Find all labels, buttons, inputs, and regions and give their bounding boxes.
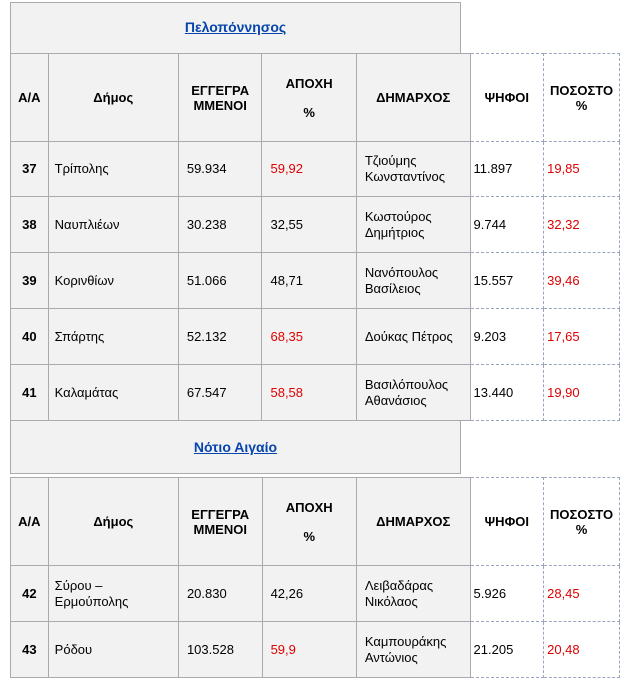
header-apoxi (262, 478, 356, 566)
header-apoxi-label: ΑΠΟΧΗ (285, 75, 333, 91)
cell-dimarxos (356, 197, 470, 253)
cell-eggegramenoi-text: 52.132 (186, 328, 227, 344)
cell-dimarxos-text: Τζιούμης Κωνσταντίνος (364, 153, 445, 184)
cell-pososto (544, 566, 620, 622)
cell-dimos (48, 365, 178, 421)
cell-aa (11, 197, 49, 253)
cell-pososto (544, 309, 620, 365)
cell-dimarxos-text: Λειβαδάρας Νικόλαος (364, 577, 434, 609)
table-row (11, 309, 620, 365)
cell-pososto-text: 39,46 (547, 272, 580, 288)
cell-psifoi-text: 9.203 (473, 328, 507, 344)
cell-aa-text: 38 (22, 216, 37, 232)
cell-aa (11, 142, 49, 197)
cell-psifoi (470, 142, 544, 197)
table-body-peloponnisos (11, 142, 620, 421)
cell-eggegramenoi-text: 51.066 (186, 272, 227, 288)
cell-aa-text: 41 (22, 384, 37, 400)
cell-psifoi (470, 197, 544, 253)
header-psifoi: ΨΗΦΟΙ (470, 478, 544, 566)
cell-eggegramenoi (178, 622, 262, 678)
table-row (11, 197, 620, 253)
region-header-notio-aigaio (10, 420, 461, 474)
header-dimarxos: ΔΗΜΑΡΧΟΣ (356, 478, 470, 566)
cell-pososto (544, 197, 620, 253)
cell-pososto (544, 365, 620, 421)
header-pososto-unit: % (575, 521, 588, 537)
cell-apoxi-text: 58,58 (270, 384, 304, 400)
cell-eggegramenoi (178, 142, 262, 197)
cell-eggegramenoi (178, 197, 262, 253)
cell-aa-text: 43 (22, 641, 37, 657)
cell-dimarxos-text: Βασιλόπουλος Αθανάσιος (364, 376, 449, 408)
cell-dimarxos-text: Νανόπουλος Βασίλειος (364, 264, 439, 296)
cell-apoxi (262, 309, 356, 365)
cell-pososto (544, 622, 620, 678)
cell-dimos-text: Κορινθίων (54, 272, 114, 288)
cell-apoxi (262, 566, 356, 622)
cell-aa (11, 622, 49, 678)
cell-dimos-text: Ναυπλιέων (54, 216, 120, 232)
cell-dimarxos (356, 253, 470, 309)
results-table-notio-aigaio (10, 477, 620, 678)
cell-aa-text: 40 (22, 328, 37, 344)
cell-pososto-text: 32,32 (547, 216, 580, 232)
cell-psifoi-text: 5.926 (473, 585, 507, 601)
cell-dimarxos (356, 365, 470, 421)
table-header-row (11, 54, 620, 142)
cell-psifoi-text: 11.897 (473, 161, 513, 176)
cell-apoxi (262, 142, 356, 197)
table-row (11, 365, 620, 421)
table-header-row (11, 478, 620, 566)
cell-psifoi (470, 253, 544, 309)
cell-aa-text: 42 (22, 585, 37, 601)
cell-aa-text: 39 (22, 272, 37, 288)
cell-dimos-text: Ρόδου (54, 641, 93, 657)
header-pososto-label: ΠΟΣΟΣΤΟ (550, 506, 614, 522)
region-header-peloponnisos (10, 2, 461, 54)
cell-pososto (544, 142, 620, 197)
cell-eggegramenoi (178, 566, 262, 622)
cell-dimos-text: Καλαμάτας (54, 384, 119, 400)
cell-dimarxos (356, 142, 470, 197)
cell-apoxi (262, 253, 356, 309)
cell-dimos (48, 622, 178, 678)
cell-apoxi (262, 197, 356, 253)
cell-pososto (544, 253, 620, 309)
cell-dimos (48, 566, 178, 622)
cell-eggegramenoi-text: 67.547 (186, 384, 227, 400)
cell-eggegramenoi-text: 20.830 (186, 585, 227, 601)
header-pososto (544, 54, 620, 142)
header-pososto-label: ΠΟΣΟΣΤΟ (550, 82, 614, 98)
cell-aa-text: 37 (22, 161, 37, 176)
cell-pososto-text: 28,45 (547, 585, 580, 601)
header-dimos: Δήμος (48, 478, 178, 566)
cell-aa (11, 253, 49, 309)
table-row (11, 253, 620, 309)
cell-dimos-text: Σύρου – Ερμούπολης (54, 577, 129, 609)
cell-psifoi-text: 15.557 (473, 272, 514, 288)
header-eggegramenoi: ΕΓΓΕΓΡΑ ΜΜΕΝΟΙ (178, 478, 262, 566)
results-table-peloponnisos (10, 53, 620, 421)
header-eggegramenoi: ΕΓΓΕΓΡΑ ΜΜΕΝΟΙ (178, 54, 262, 142)
cell-psifoi (470, 566, 544, 622)
table-row (11, 622, 620, 678)
cell-dimos-text: Σπάρτης (54, 328, 105, 344)
header-apoxi-label: ΑΠΟΧΗ (285, 499, 333, 515)
cell-dimos (48, 309, 178, 365)
cell-apoxi-text: 42,26 (270, 585, 304, 601)
cell-dimarxos (356, 309, 470, 365)
header-apoxi (262, 54, 356, 142)
cell-aa (11, 365, 49, 421)
cell-eggegramenoi-text: 103.528 (186, 641, 234, 657)
cell-aa (11, 566, 49, 622)
cell-pososto-text: 17,65 (547, 328, 580, 344)
region-link[interactable]: Νότιο Αιγαίο (193, 439, 278, 455)
header-aa: Α/Α (11, 54, 49, 142)
cell-apoxi (262, 365, 356, 421)
cell-dimarxos (356, 566, 470, 622)
cell-pososto-text: 19,85 (547, 161, 580, 176)
cell-dimarxos (356, 622, 470, 678)
table-body-notio-aigaio (11, 566, 620, 678)
cell-eggegramenoi-text: 30.238 (186, 216, 227, 232)
cell-eggegramenoi (178, 253, 262, 309)
header-dimos: Δήμος (48, 54, 178, 142)
cell-dimos-text: Τρίπολης (54, 161, 109, 176)
cell-aa (11, 309, 49, 365)
cell-dimos (48, 142, 178, 197)
region-link[interactable]: Πελοπόννησος (184, 19, 287, 35)
cell-eggegramenoi-text: 59.934 (186, 161, 227, 176)
header-apoxi-unit: % (303, 104, 315, 120)
cell-apoxi-text: 48,71 (270, 272, 304, 288)
header-dimarxos: ΔΗΜΑΡΧΟΣ (356, 54, 470, 142)
table-row (11, 142, 620, 197)
cell-apoxi-text: 32,55 (270, 216, 304, 232)
cell-psifoi (470, 365, 544, 421)
table-row (11, 566, 620, 622)
cell-psifoi-text: 21.205 (473, 641, 514, 657)
cell-dimarxos-text: Κωστούρος Δημήτριος (364, 208, 432, 240)
header-pososto (544, 478, 620, 566)
header-pososto-unit: % (575, 97, 588, 113)
cell-psifoi (470, 309, 544, 365)
cell-apoxi-text: 68,35 (270, 328, 304, 344)
cell-apoxi-text: 59,92 (270, 161, 304, 176)
cell-pososto-text: 20,48 (547, 641, 580, 657)
cell-psifoi (470, 622, 544, 678)
cell-eggegramenoi (178, 365, 262, 421)
cell-apoxi (262, 622, 356, 678)
header-aa: Α/Α (11, 478, 49, 566)
cell-dimos (48, 197, 178, 253)
cell-dimarxos-text: Δούκας Πέτρος (364, 328, 453, 344)
cell-apoxi-text: 59,9 (270, 641, 296, 657)
cell-eggegramenoi (178, 309, 262, 365)
cell-dimos (48, 253, 178, 309)
header-apoxi-unit: % (303, 528, 315, 544)
header-psifoi: ΨΗΦΟΙ (470, 54, 544, 142)
cell-psifoi-text: 13.440 (473, 384, 514, 400)
cell-psifoi-text: 9.744 (473, 216, 507, 232)
cell-pososto-text: 19,90 (547, 384, 580, 400)
cell-dimarxos-text: Καμπουράκης Αντώνιος (364, 633, 447, 665)
